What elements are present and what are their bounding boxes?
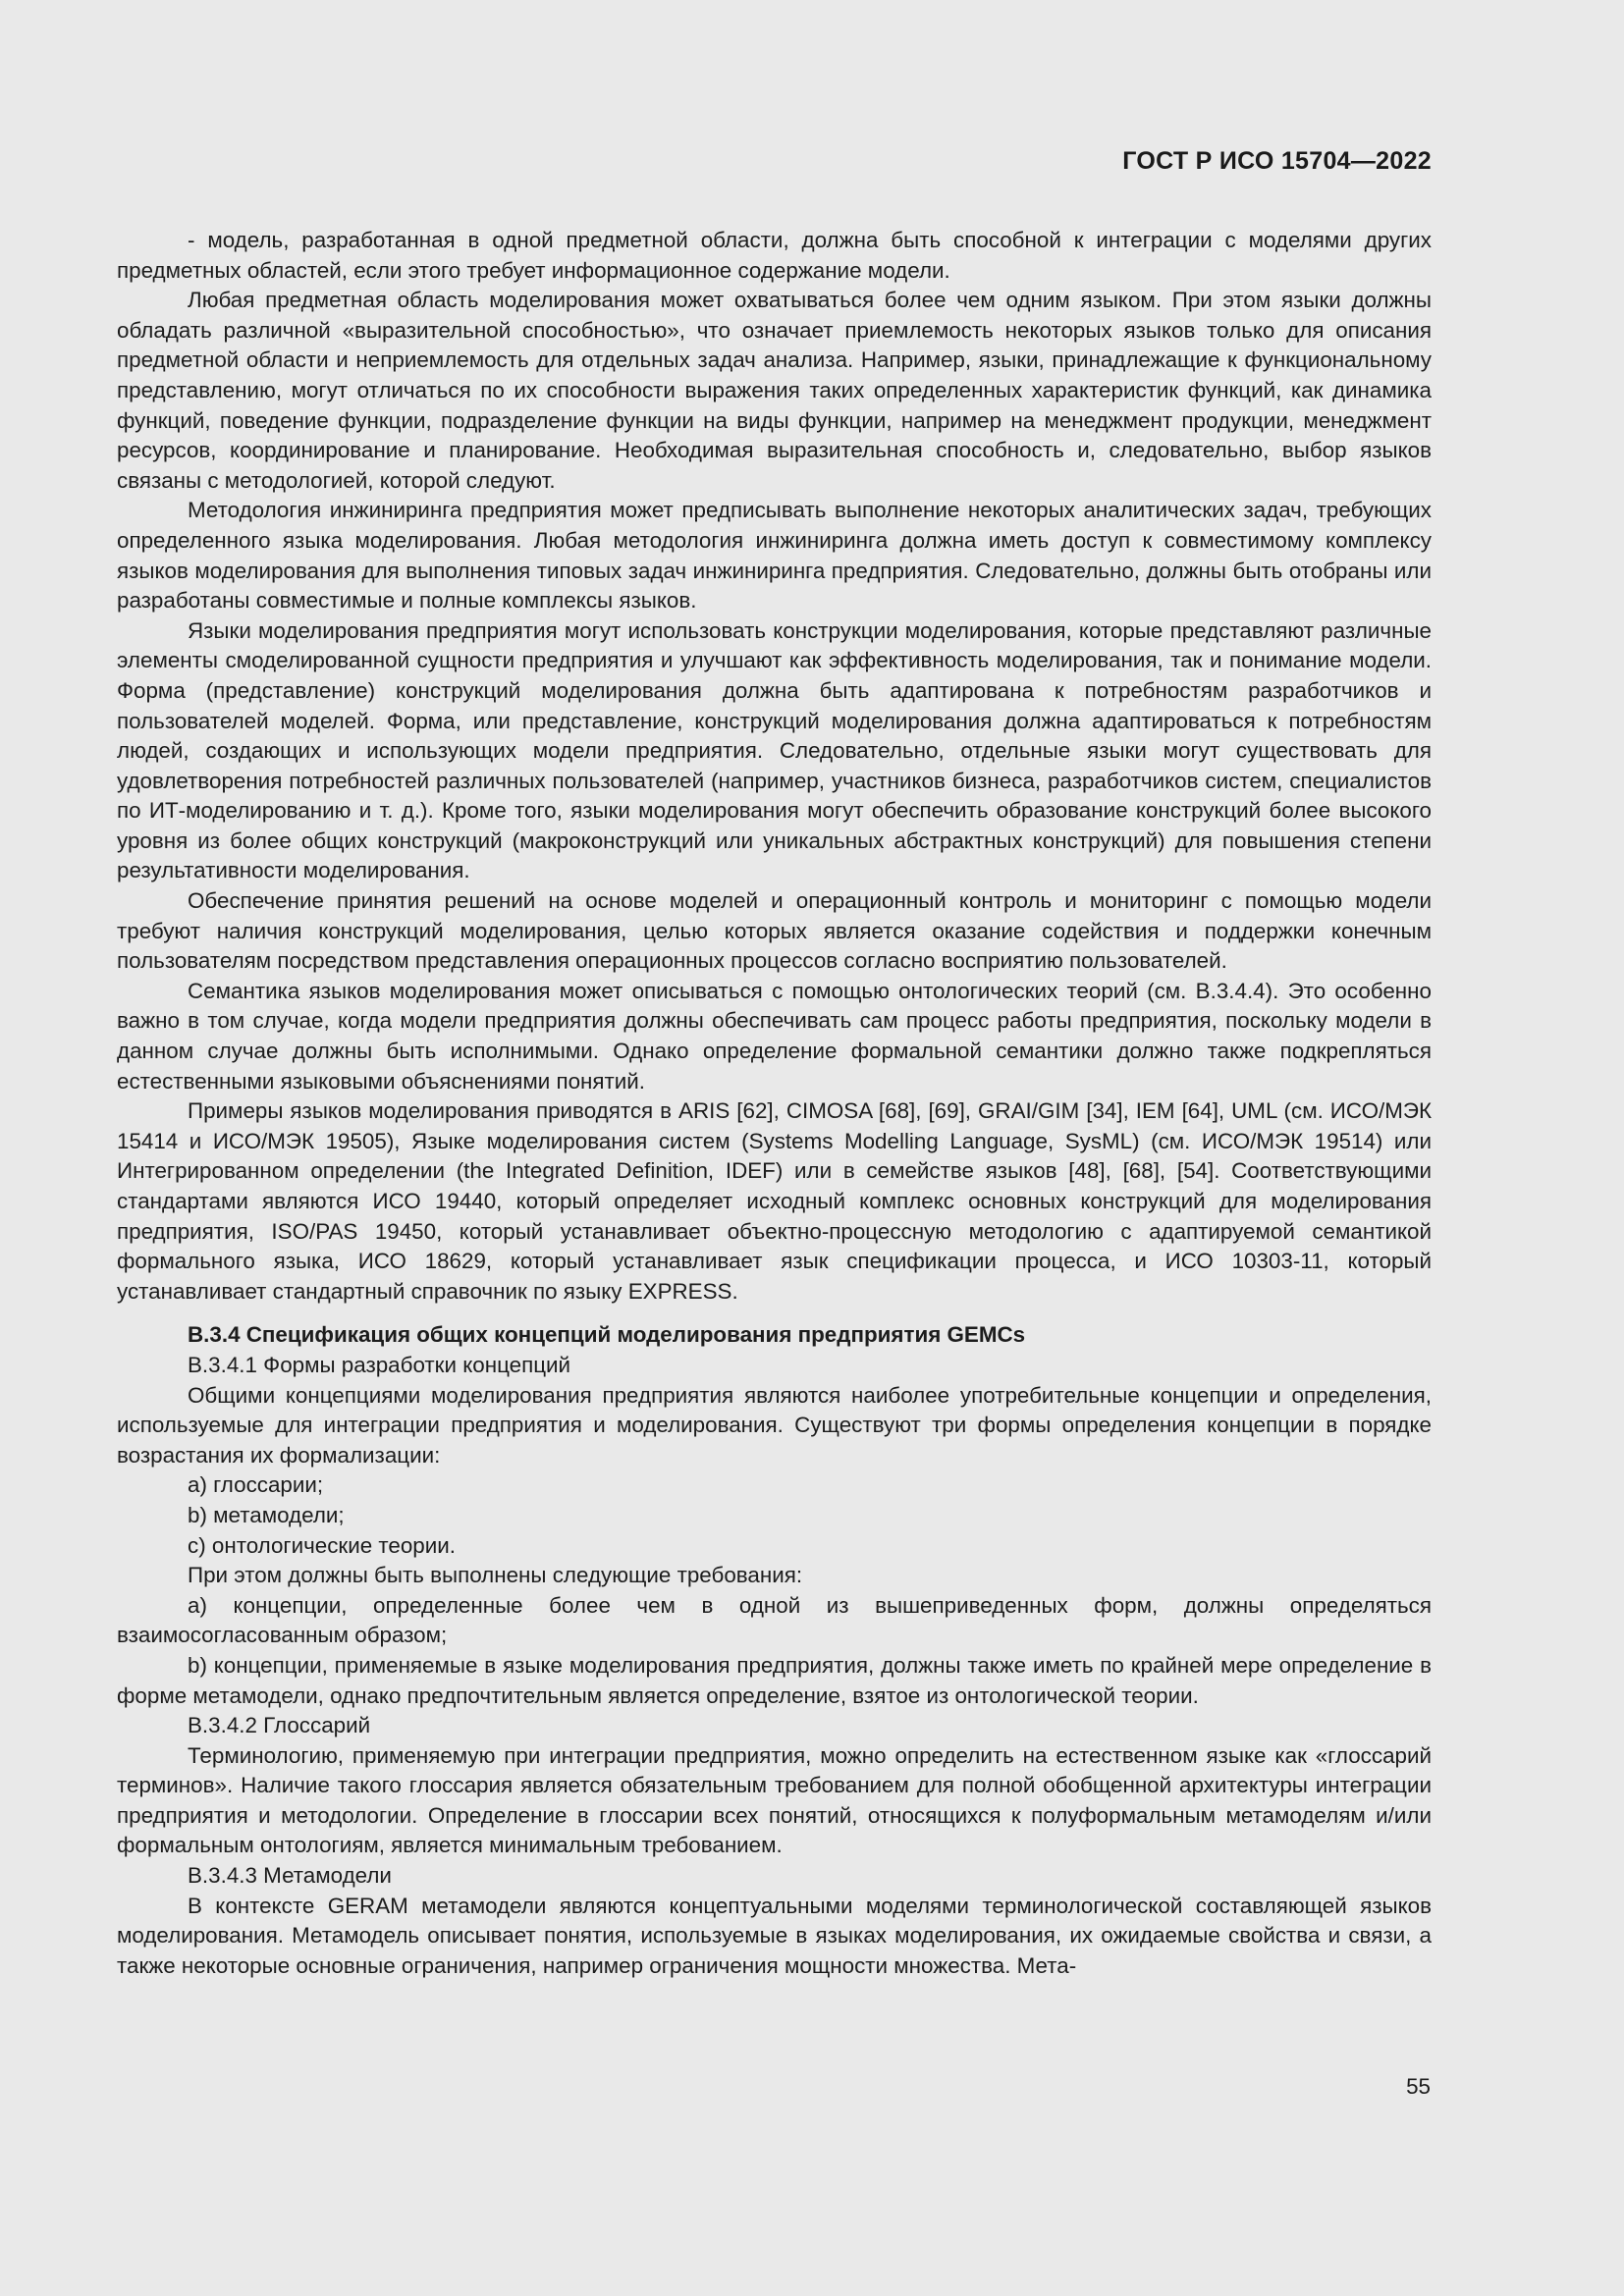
paragraph: При этом должны быть выполнены следующие требования: bbox=[188, 1563, 803, 1588]
paragraph: Терминологию, применяемую при интеграции предприятия, можно определить на естественном языке как «глоссарий терминов». Наличие такого глоссария является обязательным требованием для полной обобщенной архитектуры интеграции предприятия и методологии. Определение в глоссарии всех понятий, относящихся к полуформальным метамоделям и/или формальным онтологиям, является минимальным требованием. bbox=[117, 1742, 1432, 1858]
paragraph: Общими концепциями моделирования предприятия являются наиболее употребительные концепции и определения, используемые для интеграции предприятия и моделирования. Существуют три формы определения концепции в порядке возрастания их формализации: bbox=[117, 1382, 1432, 1468]
paragraph: Методология инжиниринга предприятия может предписывать выполнение некоторых аналитических задач, требующих определенного языка моделирования. Любая методология инжиниринга должна иметь доступ к совместимому комплексу языков моделирования для выполнения типовых задач инжиниринга предприятия. Следовательно, должны быть отобраны или разработаны совместимые и полные комплексы языков. bbox=[117, 498, 1432, 614]
document-body bbox=[117, 226, 1432, 1981]
subsection-heading: В.3.4.3 Метамодели bbox=[188, 1863, 392, 1889]
paragraph: Примеры языков моделирования приводятся в ARIS [62], CIMOSA [68], [69], GRAI/GIM [34], IEM [64], UML (см. ИСО/МЭК 15414 и ИСО/МЭК 19505), Языке моделирования систем (Systems Modelling Language, SysML) (см. ИСО/МЭК 19514) или Интегрированном определении (the Integrated Definition, IDEF) или в семействе языков [48], [68], [54]. Соответствующими стандартами являются ИСО 19440, который определяет исходный комплекс основных конструкций для моделирования предприятия, ISO/PAS 19450, который устанавливает объектно-процессную методологию с адаптируемой семантикой формального языка, ИСО 18629, который устанавливает язык спецификации процесса, и ИСО 10303-11, который устанавливает стандартный справочник по языку EXPRESS. bbox=[117, 1098, 1432, 1304]
list-item: a) концепции, определенные более чем в одной из вышеприведенных форм, должны определяться взаимосогласованным образом; bbox=[117, 1592, 1432, 1648]
paragraph: Любая предметная область моделирования может охватываться более чем одним языком. При этом языки должны обладать различной «выразительной способностью», что означает приемлемость некоторых языков только для описания предметной области и неприемлемость для отдельных задач анализа. Например, языки, принадлежащие к функциональному представлению, могут отличаться по их способности выражения таких определенных характеристик функций, как динамика функций, поведение функции, подразделение функции на виды функции, например на менеджмент продукции, менеджмент ресурсов, координирование и планирование. Необходимая выразительная способность и, следовательно, выбор языков связаны с методологией, которой следуют. bbox=[117, 288, 1432, 493]
paragraph: Обеспечение принятия решений на основе моделей и операционный контроль и мониторинг с помощью модели требуют наличия конструкций моделирования, целью которых является оказание содействия и поддержки конечным пользователям посредством представления операционных процессов согласно восприятию пользователей. bbox=[117, 888, 1432, 974]
document-standard-id: ГОСТ Р ИСО 15704—2022 bbox=[1122, 147, 1432, 175]
page-number: 55 bbox=[1406, 2074, 1431, 2099]
paragraph: - модель, разработанная в одной предметной области, должна быть способной к интеграции с моделями других предметных областей, если этого требует информационное содержание модели. bbox=[117, 228, 1432, 283]
list-item: b) концепции, применяемые в языке моделирования предприятия, должны также иметь по крайней мере определение в форме метамодели, однако предпочтительным является определение, взятое из онтологической теории. bbox=[117, 1652, 1432, 1708]
list-item: c) онтологические теории. bbox=[188, 1532, 456, 1558]
paragraph: Языки моделирования предприятия могут использовать конструкции моделирования, которые представляют различные элементы смоделированной сущности предприятия и улучшают как эффективность моделирования, так и понимание модели. Форма (представление) конструкций моделирования должна быть адаптирована к потребностям разработчиков и пользователей моделей. Форма, или представление, конструкций моделирования должна адаптироваться к потребностям людей, создающих и использующих модели предприятия. Следовательно, отдельные языки могут существовать для удовлетворения потребностей различных пользователей (например, участников бизнеса, разработчиков систем, специалистов по ИТ-моделированию и т. д.). Кроме того, языки моделирования могут обеспечить образование конструкций более высокого уровня из более общих конструкций (макроконструкций или уникальных абстрактных конструкций) для повышения степени результативности моделирования. bbox=[117, 617, 1432, 883]
subsection-heading: В.3.4.2 Глоссарий bbox=[188, 1713, 371, 1738]
paragraph: В контексте GERAM метамодели являются концептуальными моделями терминологической составляющей языков моделирования. Метамодель описывает понятия, используемые в языках моделирования, их ожидаемые свойства и связи, а также некоторые основные ограничения, например ограничения мощности множества. Мета- bbox=[117, 1893, 1432, 1978]
paragraph: Семантика языков моделирования может описываться с помощью онтологических теорий (см. В.3.4.4). Это особенно важно в том случае, когда модели предприятия должны обеспечивать сам процесс работы предприятия, поскольку модели в данном случае должны быть исполнимыми. Однако определение формальной семантики должно также подкрепляться естественными языковыми объяснениями понятий. bbox=[117, 978, 1432, 1094]
list-item: b) метамодели; bbox=[188, 1502, 345, 1527]
list-item: a) глоссарии; bbox=[188, 1472, 324, 1498]
subsection-heading: В.3.4.1 Формы разработки концепций bbox=[188, 1352, 571, 1377]
section-heading: В.3.4 Спецификация общих концепций моделирования предприятия GEMCs bbox=[188, 1322, 1026, 1348]
